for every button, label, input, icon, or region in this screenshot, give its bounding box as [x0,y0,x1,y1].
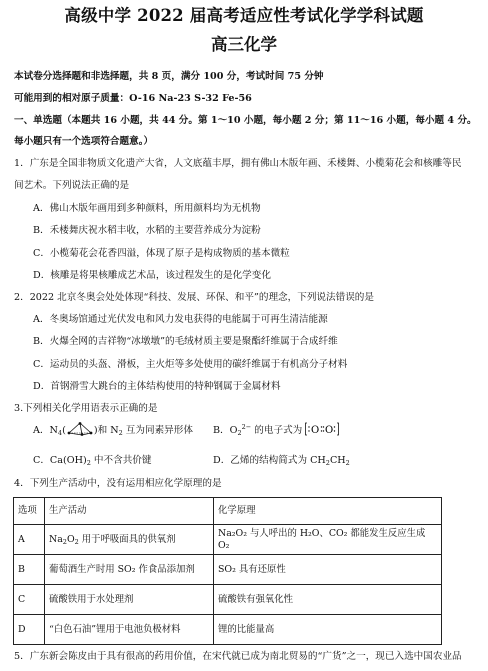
q3-b-prefix: B．O [213,425,238,436]
row-activity-sub1: 2 [62,537,67,546]
row-option: C [14,585,45,615]
q2-option-d: D．首钢滑雪大跳台的主体结构使用的特种钢属于金属材料 [33,381,281,392]
q3-option-c [33,455,151,467]
row-option: B [14,555,45,585]
q3-a-post: 和 N [97,425,119,436]
q3-option-b [213,422,339,437]
q3-stem: 3.下列相关化学用语表示正确的是 [14,403,158,414]
table-row [14,555,442,585]
row-option: A [14,525,45,555]
row-activity: “白色石油”锂用于电池负极材料 [45,615,214,645]
table-row [14,615,442,645]
q3-option-d [213,455,350,467]
q3-b-sub: 2 [237,429,242,437]
q1-stem: 1．广东是全国非物质文化遗产大省，人文底蕴丰厚，拥有佛山木版年画、禾楼舞、小榄菊花会和核雕等民 [14,158,462,169]
q2-option-c: C．运动员的头盔、滑板，主火炬等多处使用的碳纤维属于有机高分子材料 [33,359,348,370]
atomic-mass-info: 可能用到的相对原子质量：O-16 Na-23 S-32 Fe-56 [14,93,252,104]
header-option: 选项 [14,498,45,525]
q2-option-b: B．火爆全网的吉祥物“冰墩墩”的毛绒材质主要是聚酯纤维属于合成纤维 [33,336,338,347]
section-heading-cont: 每小题只有一个选项符合题意。） [14,136,154,147]
row-principle: Na₂O₂ 与人呼出的 H₂O、CO₂ 都能发生反应生成 O₂ [214,525,442,555]
row-activity: 葡萄酒生产时用 SO₂ 作食品添加剂 [45,555,214,585]
exam-title: 高级中学 2022 届高考适应性考试化学学科试题 [64,6,424,25]
q3-a-sub: 4 [57,429,63,437]
svg-text:O: O [311,425,320,436]
section-heading: 一、单选题（本题共 16 小题，共 44 分。第 1～10 小题，每小题 2 分；第 11～16 小题，每小题 4 分。 [14,115,477,126]
row-activity: 硫酸铁用于水处理剂 [45,585,214,615]
q3-a-prefix: A．N [33,425,58,436]
q3-d-mid: CH [329,455,346,466]
q1-option-d: D．核雕是将果核雕成艺术品，该过程发生的是化学变化 [33,270,271,281]
row-activity-post: 用于呼吸面具的供氧剂 [78,533,176,545]
q3-d-sub2: 2 [345,459,350,467]
q3-c-sub: 2 [86,459,91,467]
row-activity [45,525,214,555]
q3-a-sub2: 2 [118,429,123,437]
q3-b-tail: 的电子式为 [251,425,303,436]
row-activity-pre: Na [49,533,63,545]
header-activity: 生产活动 [45,498,214,525]
peroxide-lewis-structure-icon [305,422,339,436]
row-option: D [14,615,45,645]
q3-c-prefix: C．Ca(OH) [33,455,87,466]
row-principle: 锂的比能量高 [214,615,442,645]
q5-stem: 5．广东新会陈皮由于具有很高的药用价值，在宋代就已成为南北贸易的“广货”之一，现已入选中国农业品 [14,651,462,662]
q3-a-tail: 互为同素异形体 [122,425,193,436]
q3-option-a: A．$N_4$( )和 $N_2$ 互为同素异形体 [33,422,193,437]
row-activity-mid: O [66,533,75,545]
q1-stem-cont: 间艺术。下列说法正确的是 [14,180,130,191]
q1-option-c: C．小榄菊花会花香四溢，体现了原子是构成物质的基本微粒 [33,248,290,259]
svg-text:O: O [325,425,334,436]
row-activity-sub2: 2 [74,537,79,546]
q2-option-a: A．冬奥场馆通过光伏发电和风力发电获得的电能属于可再生清洁能源 [33,314,328,325]
q3-d-prefix: D．乙烯的结构简式为 CH [213,455,326,466]
q4-stem: 4．下列生产活动中，没有运用相应化学原理的是 [14,478,222,489]
q2-stem: 2．2022 北京冬奥会处处体现“科技、发展、环保、和平”的理念，下列说法错误的是 [14,292,374,303]
exam-info: 本试卷分选择题和非选择题，共 8 页，满分 100 分，考试时间 75 分钟 [14,71,324,82]
q3-d-sub: 2 [325,459,330,467]
table-row [14,585,442,615]
table-header-row [14,498,442,525]
row-principle: 硫酸铁有强氧化性 [214,585,442,615]
q3-c-tail: 中不含共价键 [90,455,152,466]
n4-tetrahedron-icon [66,422,94,436]
table-row [14,525,442,555]
row-principle: SO₂ 具有还原性 [214,555,442,585]
exam-subtitle: 高三化学 [211,35,277,54]
q1-option-a: A．佛山木版年画用到多种颜料，所用颜料均为无机物 [33,203,261,214]
q1-option-b: B．禾楼舞庆祝水稻丰收，水稻的主要营养成分为淀粉 [33,225,261,236]
header-principle: 化学原理 [214,498,442,525]
q4-table [13,497,442,645]
q3-b-sup: 2− [241,423,252,431]
